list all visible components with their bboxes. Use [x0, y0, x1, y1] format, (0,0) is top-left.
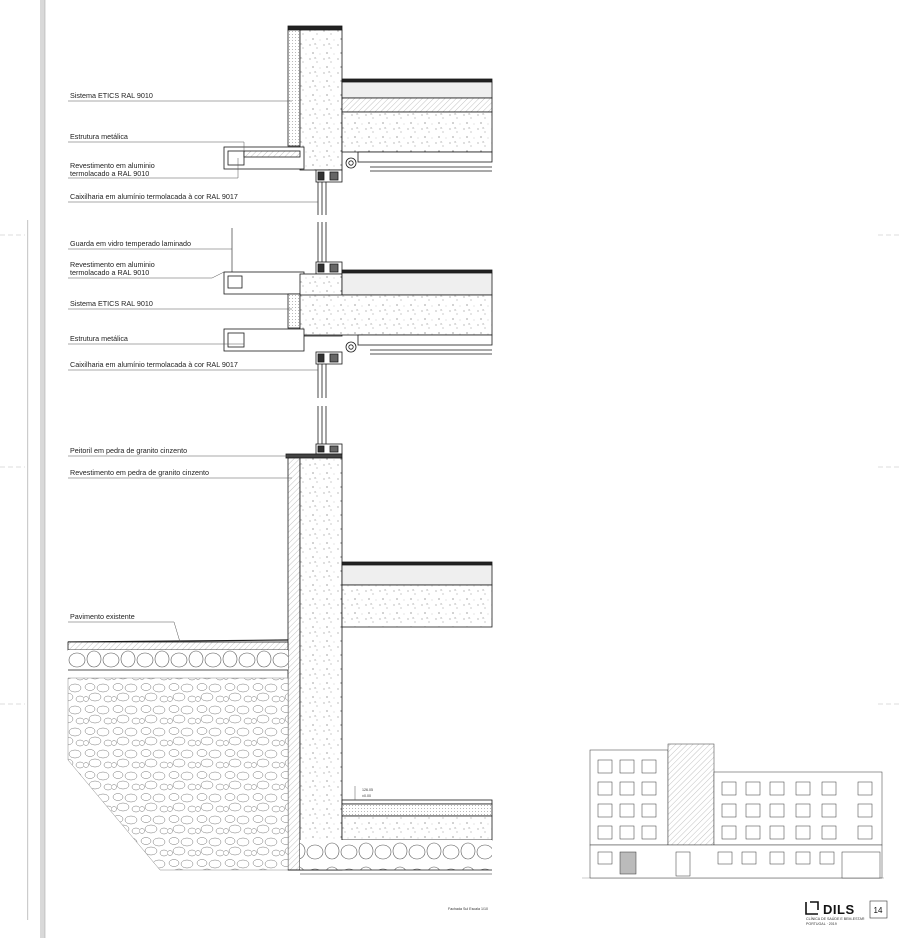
elevation-window: [620, 804, 634, 817]
label-granite-cladding: Revestimento em pedra de granito cinzento: [70, 468, 210, 477]
elevation-window: [718, 852, 732, 864]
label-aluminium-cladding-1a: Revestimento em aluminio: [70, 161, 155, 170]
elevation-window: [742, 852, 756, 864]
elevation-window: [796, 826, 810, 839]
elevation-window: [796, 782, 810, 795]
elevation-window: [822, 804, 836, 817]
label-aluminium-cladding-2b: termolacado a RAL 9010: [70, 268, 150, 277]
level-mark-datum: ±0.00: [362, 794, 371, 798]
elevation-window: [642, 804, 656, 817]
elevation-window: [722, 782, 736, 795]
page-number: 14: [873, 906, 883, 915]
title-block: [806, 901, 887, 926]
elevation-window: [796, 804, 810, 817]
elevation-window: [642, 826, 656, 839]
elevation-window: [722, 826, 736, 839]
elevation-window: [598, 804, 612, 817]
elevation-window: [770, 804, 784, 817]
elevation-window: [770, 852, 784, 864]
elevation-window: [820, 852, 834, 864]
elevation-window: [620, 782, 634, 795]
label-aluminium-cladding-1b: termolacado a RAL 9010: [70, 169, 150, 178]
label-glass-guard: Guarda em vidro temperado laminado: [70, 239, 192, 248]
elevation-window: [858, 804, 872, 817]
elevation-window: [770, 782, 784, 795]
elevation-window: [796, 852, 810, 864]
label-metal-frame-1: Estrutura metálica: [70, 132, 128, 141]
elevation-window: [822, 782, 836, 795]
label-etics-2: Sistema ETICS RAL 9010: [70, 299, 153, 308]
elevation-window: [598, 782, 612, 795]
brand-subtitle-1: CLÍNICA DE SAÚDE E BEM-ESTAR: [806, 917, 865, 921]
label-window-frame-2: Caixilharia em alumínio termolacada à cor RAL 9017: [70, 360, 238, 369]
facade-elevation-thumbnail: [582, 744, 884, 878]
brand-name: DILS: [823, 902, 855, 917]
scale-note: Fachada Sul Escala 1/10: [448, 907, 488, 911]
elevation-window: [620, 760, 634, 773]
label-window-frame-1: Caixilharia em alumínio termolacada à cor RAL 9017: [70, 192, 238, 201]
middle-detail: [224, 222, 492, 398]
elevation-window: [642, 760, 656, 773]
elevation-window: [770, 826, 784, 839]
elevation-window: [598, 760, 612, 773]
elevation-window: [858, 782, 872, 795]
label-granite-sill: Peitoril em pedra de granito cinzento: [70, 446, 188, 455]
elevation-window: [598, 852, 612, 864]
elevation-window: [642, 782, 656, 795]
dils-logo-icon: [806, 902, 818, 914]
elevation-window: [620, 826, 634, 839]
upper-detail: [224, 26, 492, 215]
elevation-window: [746, 804, 760, 817]
elevation-window: [722, 804, 736, 817]
level-mark-elevation: 126.05: [362, 788, 373, 792]
elevation-window: [746, 782, 760, 795]
elevation-window: [598, 826, 612, 839]
brand-subtitle-2: PORTUGAL · 2019: [806, 922, 837, 926]
elevation-window: [858, 826, 872, 839]
label-existing-pavement: Pavimento existente: [70, 612, 135, 621]
label-metal-frame-2: Estrutura metálica: [70, 334, 128, 343]
elevation-window: [746, 826, 760, 839]
label-aluminium-cladding-2a: Revestimento em aluminio: [70, 260, 155, 269]
label-etics-1: Sistema ETICS RAL 9010: [70, 91, 153, 100]
elevation-window: [822, 826, 836, 839]
